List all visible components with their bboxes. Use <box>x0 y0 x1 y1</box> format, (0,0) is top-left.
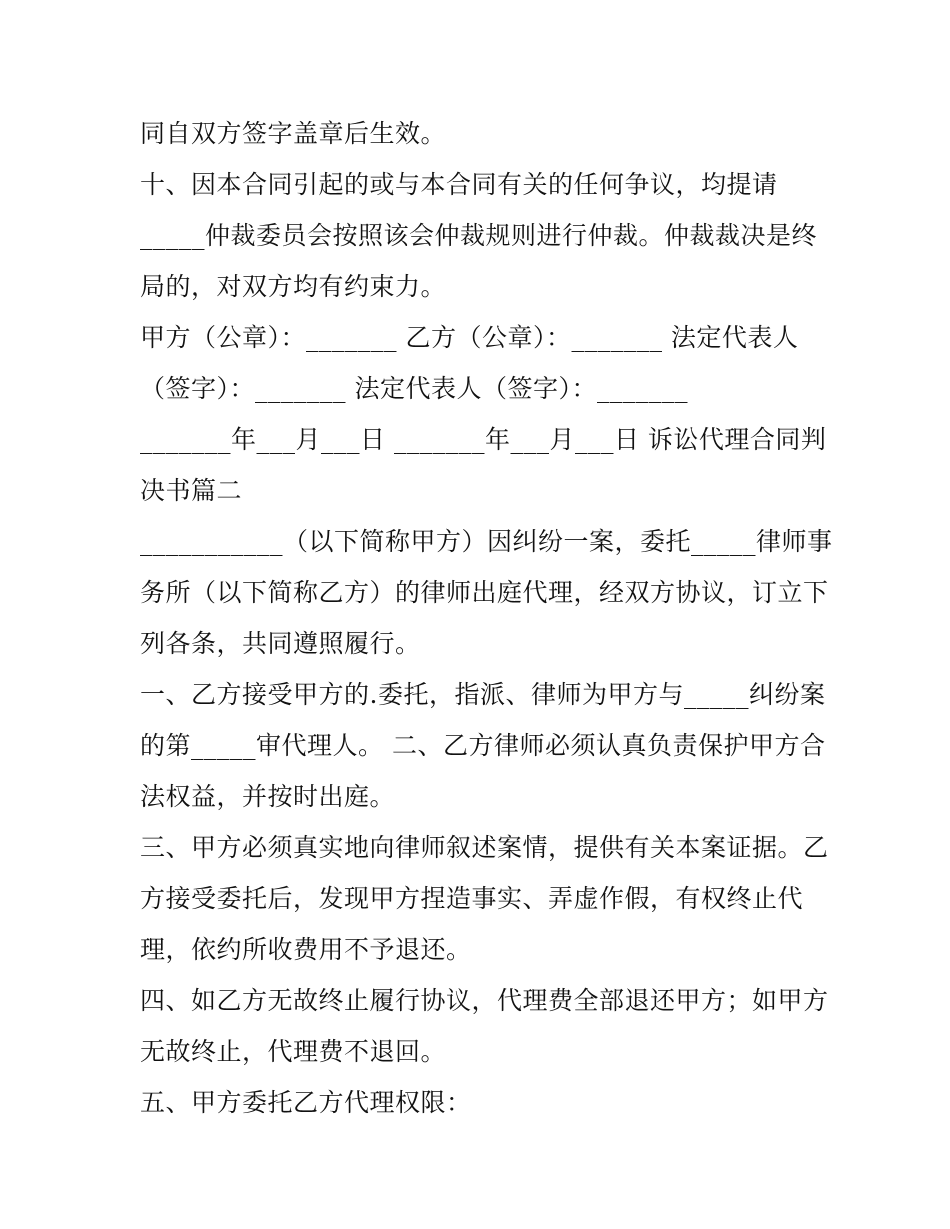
document-line: 甲方（公章）：_______ 乙方（公章）：_______ 法定代表人 <box>140 323 799 352</box>
document-line: 务所（以下简称乙方）的律师出庭代理，经双方协议，订立下 <box>140 578 829 607</box>
document-line: _______年___月___日 _______年___月___日 诉讼代理合同判 <box>140 425 827 454</box>
document-line: 三、甲方必须真实地向律师叙述案情，提供有关本案证据。乙 <box>140 833 829 862</box>
document-line: 理，依约所收费用不予退还。 <box>140 935 472 964</box>
document-line: （签字）：_______ 法定代表人（签字）：_______ <box>140 374 688 403</box>
document-line: ___________（以下简称甲方）因纠纷一案，委托_____律师事 <box>140 527 833 556</box>
document-line: _____仲裁委员会按照该会仲裁规则进行仲裁。仲裁裁决是终 <box>140 221 818 250</box>
document-body <box>140 108 833 1128</box>
document-line: 方接受委托后，发现甲方捏造事实、弄虚作假，有权终止代 <box>140 884 804 913</box>
document-line: 同自双方签字盖章后生效。 <box>140 119 447 148</box>
document-line: 一、乙方接受甲方的.委托，指派、律师为甲方与_____纠纷案 <box>140 680 826 709</box>
document-line: 五、甲方委托乙方代理权限： <box>140 1088 472 1117</box>
document-line: 十、因本合同引起的或与本合同有关的任何争议，均提请 <box>140 170 778 199</box>
document-line: 局的，对双方均有约束力。 <box>140 272 447 301</box>
document-line: 列各条，共同遵照履行。 <box>140 629 421 658</box>
document-line: 无故终止，代理费不退回。 <box>140 1037 447 1066</box>
document-line: 的第_____审代理人。 二、乙方律师必须认真负责保护甲方合 <box>140 731 826 760</box>
document-line: 四、如乙方无故终止履行协议，代理费全部退还甲方；如甲方 <box>140 986 829 1015</box>
document-line: 法权益，并按时出庭。 <box>140 782 396 811</box>
document-line: 决书篇二 <box>140 476 243 505</box>
